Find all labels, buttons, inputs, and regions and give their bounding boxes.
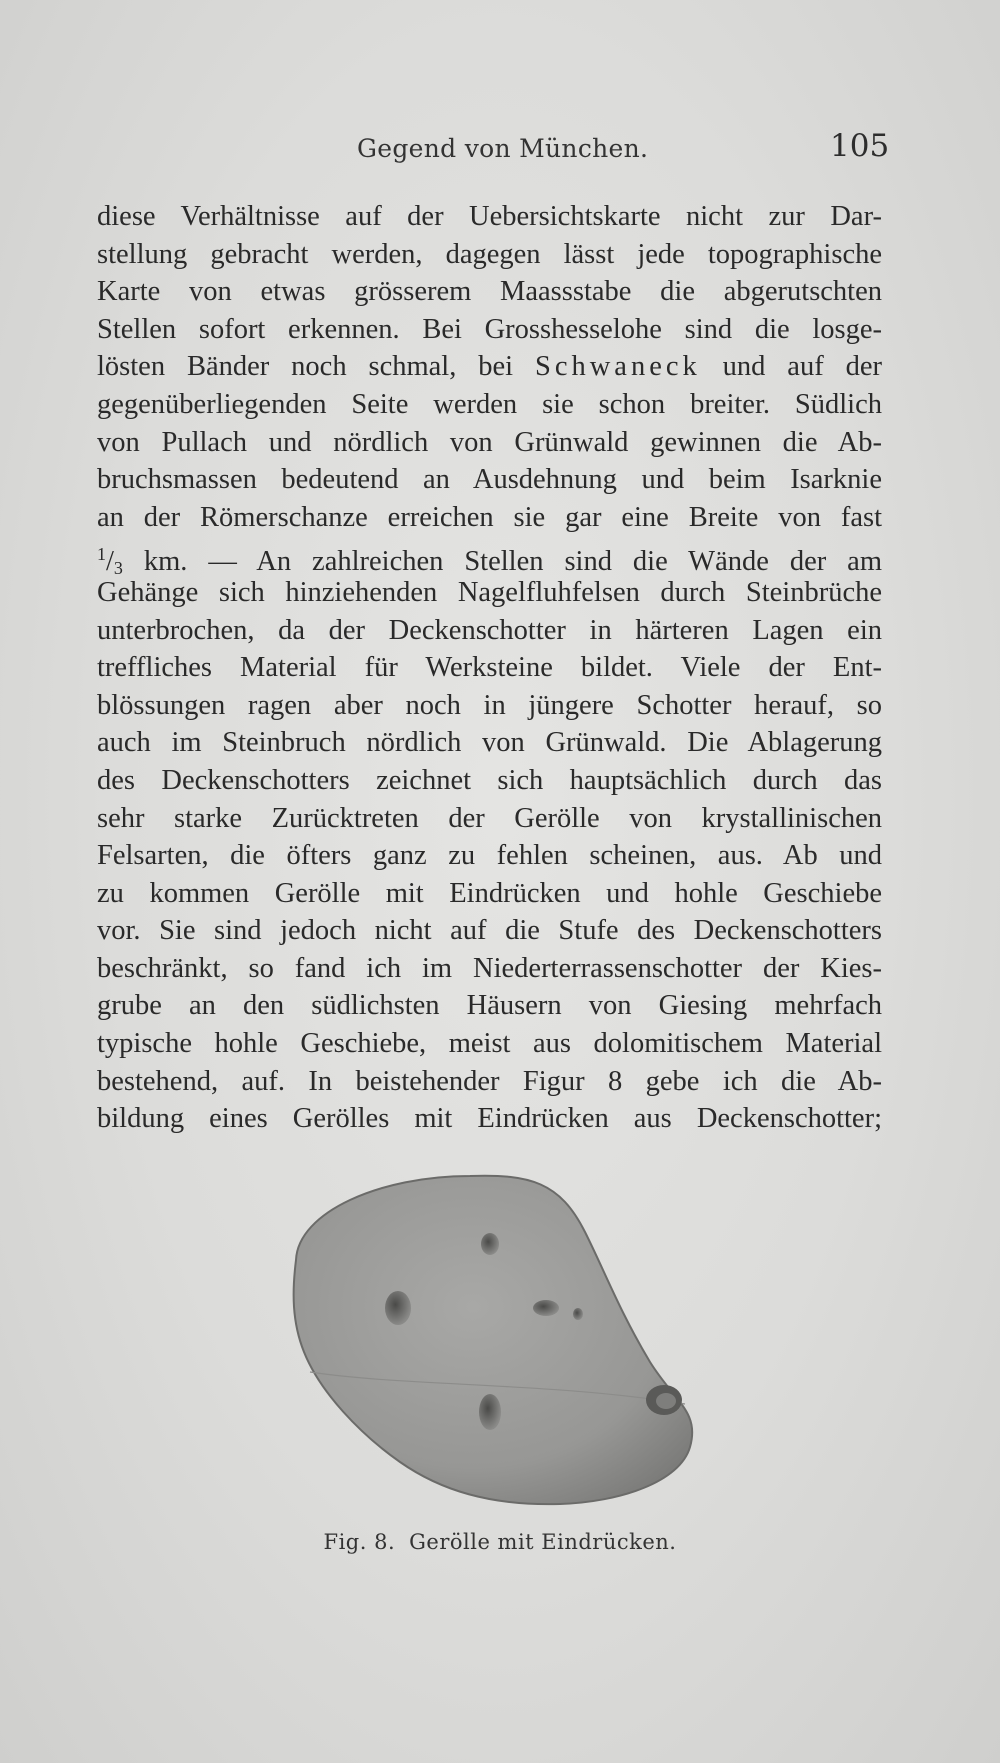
text-line: Karte von etwas grösserem Maassstabe die abgerutschten [97,276,882,308]
page-number: 105 [830,128,890,164]
figure-caption-text: Gerölle mit Eindrücken. [409,1530,677,1554]
text-line: $^1/_3$ km. — An zahlreichen Stellen sind die Wände der am [97,544,882,579]
text-line: diese Verhältnisse auf der Uebersichtskarte nicht zur Dar- [97,201,882,232]
text-line: blössungen ragen aber noch in jüngere Schotter herauf, so [97,689,882,721]
text-line: unterbrochen, da der Deckenschotter in härteren Lagen ein [97,614,882,646]
pebble-outline [294,1176,693,1504]
text-line: Gehänge sich hinziehenden Nagelfluhfelsen durch Steinbrüche [97,576,882,608]
text-line: auch im Steinbruch nördlich von Grünwald. Die Ablagerung [97,727,882,759]
emphasized-place-name: Schwaneck [534,351,701,383]
text-line: grube an den südlichsten Häusern von Giesing mehrfach [97,990,882,1022]
running-head [0,128,1000,168]
text-line: stellung gebracht werden, dagegen lässt jede topographische [97,238,882,270]
text-line: bestehend, auf. In beistehender Figur 8 gebe ich die Ab- [97,1065,882,1097]
text-line: beschränkt, so fand ich im Niederterrassenschotter der Kies- [97,952,882,984]
pebble-illustration [290,1172,700,1510]
figure-label: Fig. 8. [323,1530,396,1554]
text-line: gegenüberliegenden Seite werden sie schon breiter. Südlich [97,388,882,420]
fraction-numerator: 1 [97,544,106,565]
text-line: lösten Bänder noch schmal, bei Schwaneck und auf der [97,351,882,383]
text-line: treffliches Material für Werksteine bildet. Viele der Ent- [97,652,882,684]
figure-8 [290,1172,700,1510]
figure-caption [0,1530,1000,1554]
running-head-title: Gegend von München. [357,134,649,163]
text-line: von Pullach und nördlich von Grünwald gewinnen die Ab- [97,426,882,458]
text-line: sehr starke Zurücktreten der Gerölle von krystallinischen [97,802,882,834]
body-text [97,198,882,1138]
text-line: des Deckenschotters zeichnet sich hauptsächlich durch das [97,764,882,796]
text-line: bildung eines Gerölles mit Eindrücken aus Deckenschotter; [97,1103,882,1135]
fraction-denominator: 3 [113,558,123,579]
text-line: Stellen sofort erkennen. Bei Grosshesselohe sind die losge- [97,313,882,345]
text-line: an der Römerschanze erreichen sie gar eine Breite von fast [97,501,882,533]
text-line: vor. Sie sind jedoch nicht auf die Stufe des Deckenschotters [97,915,882,947]
text-line: typische hohle Geschiebe, meist aus dolomitischem Material [97,1028,882,1060]
text-line: bruchsmassen bedeutend an Ausdehnung und beim Isarknie [97,464,882,496]
text-line: Felsarten, die öfters ganz zu fehlen scheinen, aus. Ab und [97,840,882,872]
text-line: zu kommen Gerölle mit Eindrücken und hohle Geschiebe [97,877,882,909]
